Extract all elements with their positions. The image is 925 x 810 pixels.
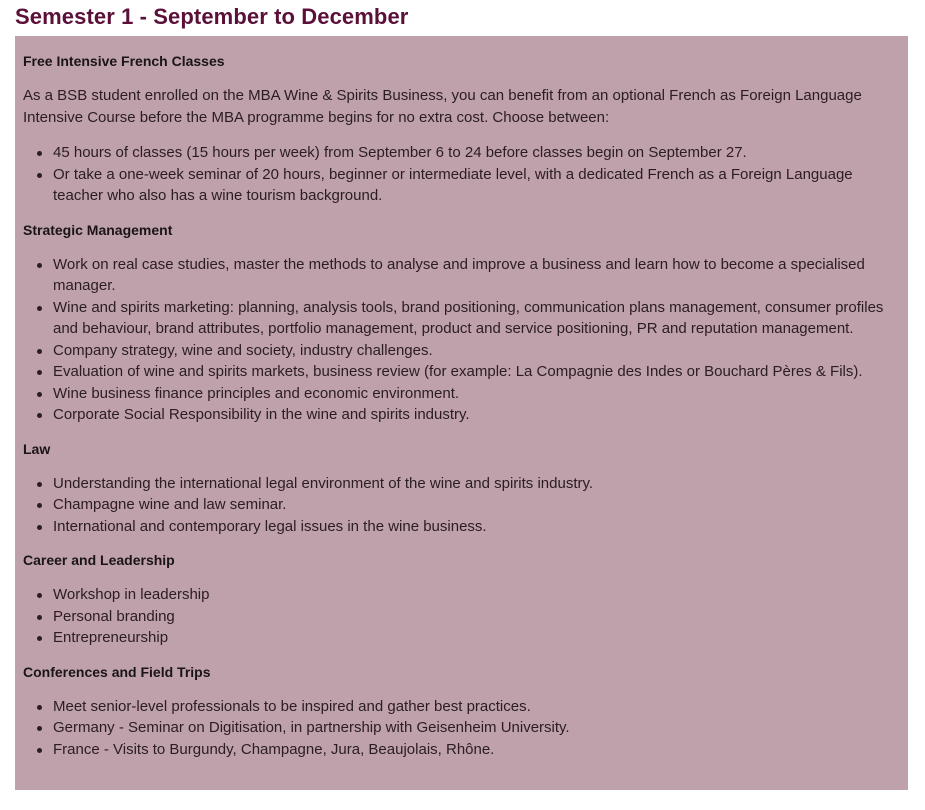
list-item [53, 494, 900, 516]
list-item-text: Wine and spirits marketing: planning, analysis tools, brand positioning, communication plans management, consumer profiles and behaviour, brand attributes, portfolio management, product and service positioning, PR and reputation management. [53, 298, 884, 337]
list-item-text: Personal branding [53, 607, 175, 625]
list-item-text: Corporate Social Responsibility in the wine and spirits industry. [53, 406, 470, 423]
list-item-text: 45 hours of classes (15 hours per week) from September 6 to 24 before classes begin on September 27. [53, 144, 747, 161]
bullet-icon [37, 370, 42, 375]
bullet-icon [37, 349, 42, 354]
list-item-text: Germany - Seminar on Digitisation, in partnership with Geisenheim University. [53, 719, 570, 736]
bullet-list [23, 142, 900, 207]
list-item [53, 696, 900, 718]
bullet-icon [37, 151, 42, 156]
section-heading: Strategic Management [23, 221, 173, 238]
bullet-list [23, 696, 900, 761]
list-item-text: International and contemporary legal issues in the wine business. [53, 517, 487, 535]
list-item [53, 627, 900, 649]
list-item [53, 404, 900, 426]
section-heading: Career and Leadership [23, 552, 175, 568]
section-strategic-management [23, 220, 900, 426]
section-heading: Free Intensive French Classes [23, 53, 225, 69]
list-item [53, 383, 900, 405]
bullet-icon [37, 263, 42, 268]
list-item-text: Evaluation of wine and spirits markets, business review (for example: La Compagnie des Indes or Bouchard Pères & Fils). [53, 363, 863, 380]
list-item-text: Or take a one-week seminar of 20 hours, beginner or intermediate level, with a dedicated French as a Foreign Language teacher who also has a wine tourism background. [53, 165, 853, 204]
section-heading: Law [23, 440, 51, 457]
list-item-text: Company strategy, wine and society, industry challenges. [53, 341, 433, 359]
section-french-classes [23, 51, 900, 207]
bullet-icon [37, 306, 42, 311]
bullet-icon [37, 615, 42, 620]
section-heading: Conferences and Field Trips [23, 663, 211, 680]
list-item [53, 142, 900, 164]
section-career-leadership [23, 550, 900, 649]
list-item [53, 164, 900, 207]
bullet-icon [37, 705, 42, 710]
bullet-icon [37, 525, 42, 530]
list-item [53, 361, 900, 383]
page-title: Semester 1 - September to December [15, 4, 409, 29]
list-item [53, 340, 900, 362]
list-item [53, 254, 900, 297]
list-item [53, 606, 900, 628]
section-conferences-field-trips [23, 662, 900, 761]
list-item-text: Entrepreneurship [53, 629, 169, 646]
list-item [53, 297, 900, 340]
bullet-list [23, 584, 900, 649]
list-item-text: Understanding the international legal environment of the wine and spirits industry. [53, 474, 594, 492]
list-item [53, 584, 900, 606]
list-item-text: Meet senior-level professionals to be inspired and gather best practices. [53, 697, 531, 715]
list-item-text: Wine business finance principles and economic environment. [53, 384, 460, 402]
semester-content-panel [15, 36, 908, 790]
list-item-text: France - Visits to Burgundy, Champagne, Jura, Beaujolais, Rhône. [53, 740, 495, 758]
list-item [53, 717, 900, 739]
list-item-text: Workshop in leadership [53, 586, 210, 603]
bullet-list [23, 254, 900, 426]
section-paragraph: As a BSB student enrolled on the MBA Wine & Spirits Business, you can benefit from an optional French as Foreign Language Intensive Course before the MBA programme begins for no extra cost. Choose between: [23, 87, 862, 126]
bullet-icon [37, 482, 42, 487]
section-law [23, 439, 900, 538]
list-item [53, 739, 900, 761]
bullet-icon [37, 392, 42, 397]
list-item-text: Champagne wine and law seminar. [53, 496, 287, 513]
list-item [53, 473, 900, 495]
bullet-icon [37, 636, 42, 641]
list-item [53, 516, 900, 538]
bullet-icon [37, 593, 42, 598]
bullet-icon [37, 413, 42, 418]
bullet-icon [37, 726, 42, 731]
bullet-icon [37, 173, 42, 178]
bullet-list [23, 473, 900, 538]
bullet-icon [37, 503, 42, 508]
list-item-text: Work on real case studies, master the methods to analyse and improve a business and learn how to become a specialised manager. [53, 255, 865, 294]
bullet-icon [37, 748, 42, 753]
